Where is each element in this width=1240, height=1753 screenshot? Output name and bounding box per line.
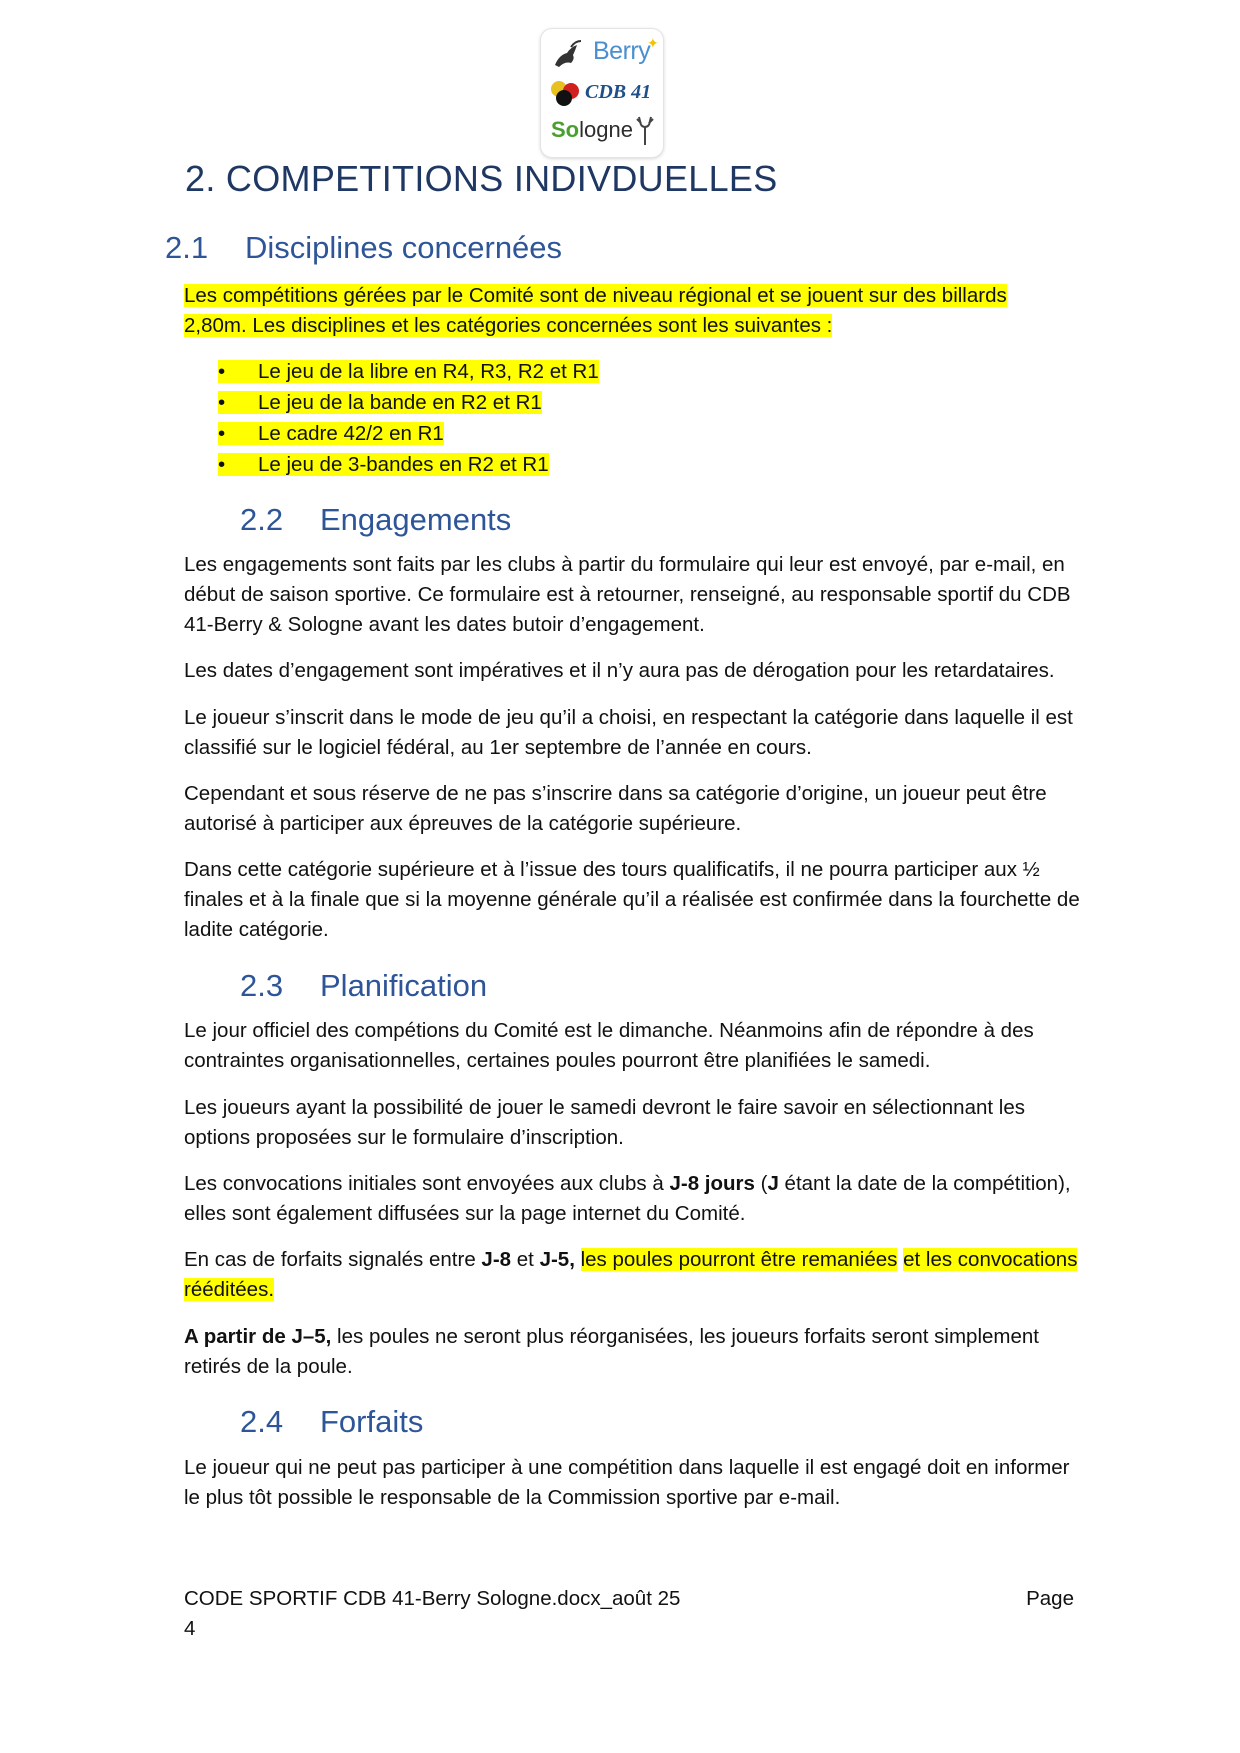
paragraph: A partir de J–5, les poules ne seront plus réorganisées, les joueurs forfaits seront simplement retirés de la poule. bbox=[184, 1325, 1039, 1378]
footer-document-name: CODE SPORTIF CDB 41-Berry Sologne.docx_août 25 bbox=[184, 1587, 681, 1610]
goat-icon bbox=[549, 37, 585, 73]
paragraph: Cependant et sous réserve de ne pas s’inscrire dans sa catégorie d’origine, un joueur peut être autorisé à participer aux épreuves de la catégorie supérieure. bbox=[184, 782, 1047, 835]
logo-sologne: Sologne bbox=[551, 117, 633, 142]
paragraph: Les engagements sont faits par les clubs à partir du formulaire qui leur est envoyé, par e-mail, en début de saison sportive. Ce formulaire est à retourner, renseigné, au responsable sportif du CDB 41-Berry & Sologne avant les dates butoir d’engagement. bbox=[184, 553, 1071, 636]
page-footer bbox=[184, 1584, 1074, 1644]
page-title: 2. COMPETITIONS INDIVDUELLES bbox=[185, 158, 778, 199]
section-2-1-intro: Les compétitions gérées par le Comité sont de niveau régional et se jouent sur des billards 2,80m. Les disciplines et les catégories concernées sont les suivantes : bbox=[184, 284, 1007, 337]
paragraph: Le joueur qui ne peut pas participer à une compétition dans laquelle il est engagé doit en informer le plus tôt possible le responsable de la Commission sportive par e-mail. bbox=[184, 1456, 1070, 1509]
paragraph: Le jour officiel des compétions du Comité est le dimanche. Néanmoins afin de répondre à des contraintes organisationnelles, certaines poules pourront être planifiées le samedi. bbox=[184, 1019, 1034, 1072]
footer-page-number: 4 bbox=[184, 1617, 196, 1640]
paragraph: Les convocations initiales sont envoyées aux clubs à J-8 jours (J étant la date de la compétition), elles sont également diffusées sur la page internet du Comité. bbox=[184, 1172, 1071, 1225]
billiard-balls-icon bbox=[549, 79, 583, 107]
sparkle-icon: ✦ bbox=[647, 35, 659, 51]
logo-berry: Berry bbox=[593, 37, 651, 65]
footer-page-label: Page bbox=[1026, 1587, 1074, 1610]
list-item: • Le jeu de la libre en R4, R3, R2 et R1 bbox=[218, 360, 599, 383]
deer-icon bbox=[631, 113, 659, 147]
section-heading-2-4: 2.4 Forfaits bbox=[240, 1404, 424, 1439]
paragraph: En cas de forfaits signalés entre J-8 et J-5, les poules pourront être remaniées et les convocations rééditées. bbox=[184, 1248, 1078, 1301]
cdb41-logo bbox=[540, 28, 664, 158]
list-item: • Le jeu de 3-bandes en R2 et R1 bbox=[218, 453, 549, 476]
paragraph: Les dates d’engagement sont impératives et il n’y aura pas de dérogation pour les retardataires. bbox=[184, 659, 1055, 682]
list-item: • Le cadre 42/2 en R1 bbox=[218, 422, 444, 445]
paragraph: Dans cette catégorie supérieure et à l’issue des tours qualificatifs, il ne pourra participer aux ½ finales et à la finale que si la moyenne générale qu’il a réalisée est confirmée dans la fourchette de ladite catégorie. bbox=[184, 858, 1080, 941]
disciplines-list bbox=[218, 356, 599, 480]
paragraph: Les joueurs ayant la possibilité de jouer le samedi devront le faire savoir en sélectionnant les options proposées sur le formulaire d’inscription. bbox=[184, 1096, 1025, 1149]
section-heading-2-2: 2.2 Engagements bbox=[240, 502, 512, 537]
logo-cdb: CDB 41 bbox=[585, 81, 652, 103]
list-item: • Le jeu de la bande en R2 et R1 bbox=[218, 391, 542, 414]
section-heading-2-3: 2.3 Planification bbox=[240, 968, 488, 1003]
section-heading-2-1: 2.1 Disciplines concernées bbox=[165, 230, 563, 265]
paragraph: Le joueur s’inscrit dans le mode de jeu qu’il a choisi, en respectant la catégorie dans laquelle il est classifié sur le logiciel fédéral, au 1er septembre de l’année en cours. bbox=[184, 706, 1073, 759]
